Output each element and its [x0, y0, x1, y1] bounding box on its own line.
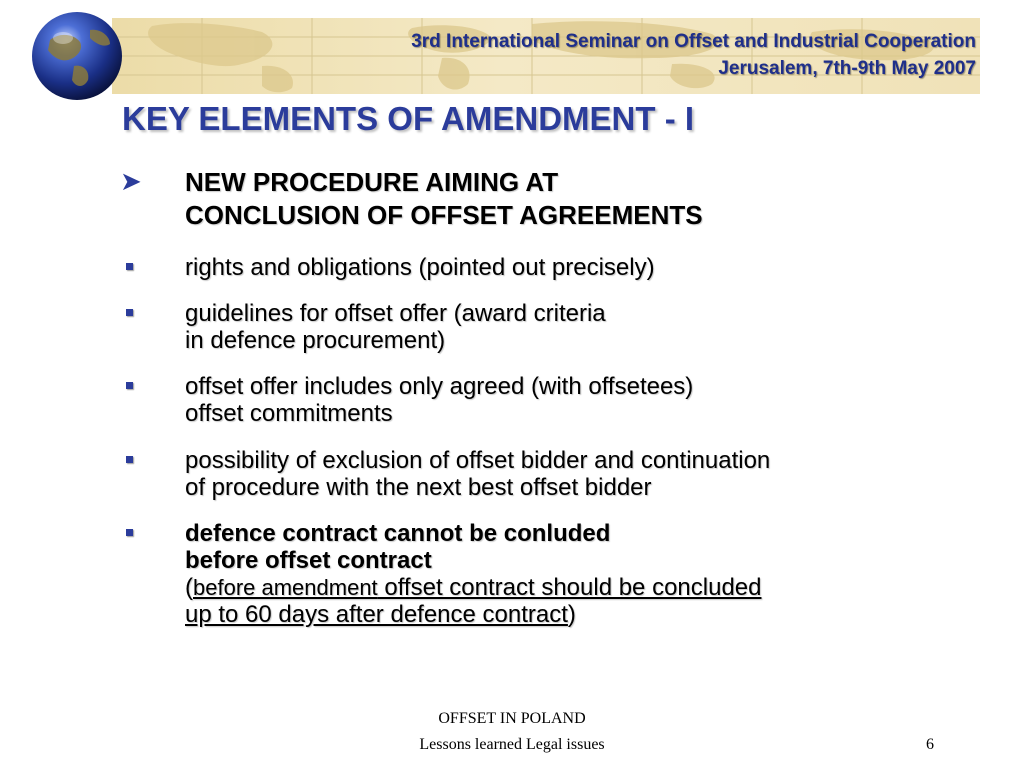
bullet-line-underlined: up to 60 days after defence contract	[185, 601, 568, 628]
square-bullet-icon	[126, 456, 133, 463]
main-point-text	[185, 166, 945, 232]
square-bullet-icon	[126, 263, 133, 270]
main-point	[120, 166, 940, 236]
bullet-line-bold: before offset contract	[185, 547, 432, 574]
header-banner	[112, 18, 980, 94]
bullet-line-underlined: offset contract should be concluded	[377, 574, 762, 601]
bullet-line: in defence procurement)	[185, 327, 446, 354]
slide-title: KEY ELEMENTS OF AMENDMENT - I	[122, 100, 695, 137]
arrow-bullet-icon: ➤	[120, 166, 142, 196]
bullet-item	[120, 447, 940, 503]
square-bullet-icon	[126, 382, 133, 389]
paren-close: )	[567, 601, 576, 628]
bullet-text	[185, 520, 945, 628]
bullet-text	[185, 300, 945, 354]
bullet-text	[185, 447, 945, 501]
bullet-line	[185, 574, 945, 601]
square-bullet-icon	[126, 309, 133, 316]
bullet-line: offset offer includes only agreed (with offsetees)	[185, 373, 694, 400]
bullet-text	[185, 373, 945, 427]
footer-title: OFFSET IN POLAND	[438, 710, 586, 727]
bullet-text	[185, 254, 945, 281]
bullet-item	[120, 254, 940, 284]
paren-open: (	[185, 574, 193, 601]
main-point-line: NEW PROCEDURE AIMING AT	[185, 167, 559, 197]
bullet-item	[120, 520, 940, 640]
bullet-line-bold: defence contract cannot be conluded	[185, 520, 611, 547]
bullet-line: rights and obligations (pointed out precisely)	[185, 254, 655, 281]
bullet-item	[120, 373, 940, 429]
seminar-date-location: Jerusalem, 7th-9th May 2007	[718, 58, 976, 79]
bullet-line	[185, 601, 945, 628]
bullet-line: offset commitments	[185, 400, 393, 427]
footer-subtitle: Lessons learned Legal issues	[419, 736, 605, 753]
seminar-header	[411, 28, 976, 82]
before-amendment-label: before amendment	[193, 575, 378, 600]
square-bullet-icon	[126, 529, 133, 536]
bullet-line: of procedure with the next best offset bidder	[185, 474, 652, 501]
bullet-line: possibility of exclusion of offset bidder and continuation	[185, 447, 771, 474]
globe-icon	[30, 10, 124, 102]
page-number: 6	[926, 736, 934, 753]
seminar-title: 3rd International Seminar on Offset and Industrial Cooperation	[411, 31, 976, 52]
bullet-line: guidelines for offset offer (award criteria	[185, 300, 606, 327]
bullet-item	[120, 300, 940, 356]
main-point-line: CONCLUSION OF OFFSET AGREEMENTS	[185, 200, 703, 230]
